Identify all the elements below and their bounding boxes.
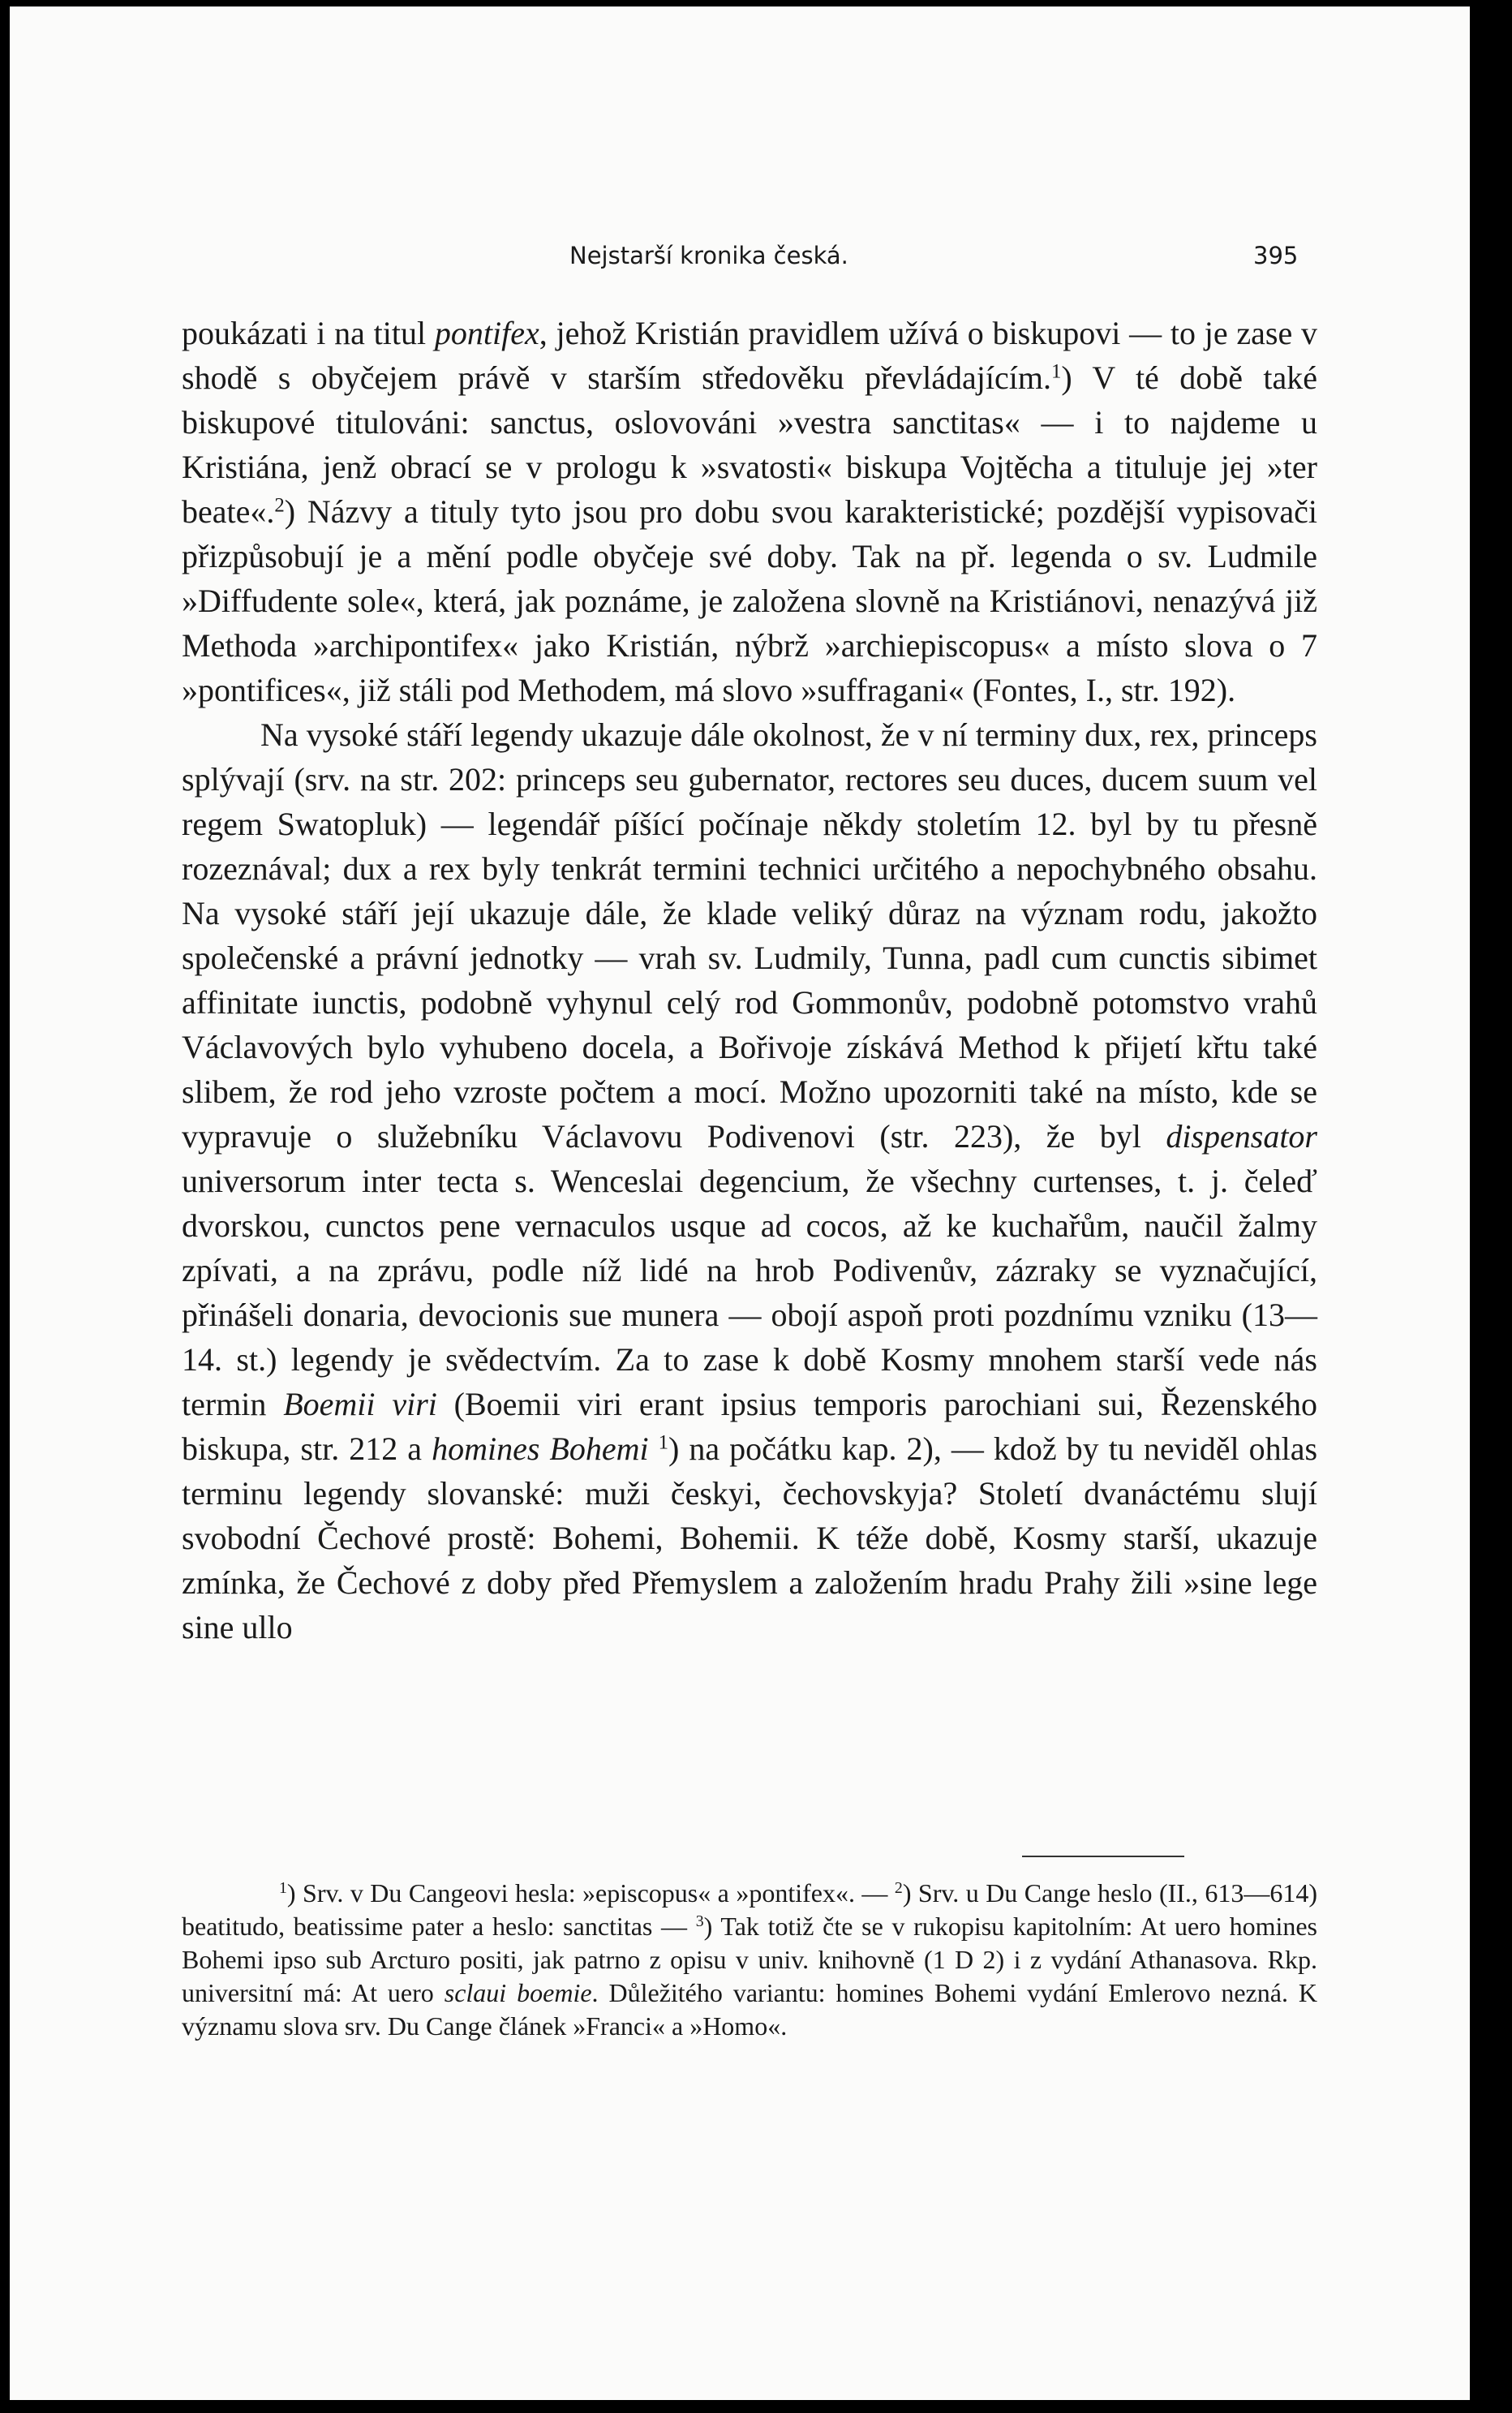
text-run: universorum inter tecta s. Wenceslai degencium, že všechny curtenses, t. j. čeleď dvorskou, cunctos pene vernaculos usque ad cocos, až ke kuchařům, naučil žalmy zpívati, a na zprávu, podle níž lidé na hrob Podivenův, zázraky se vyznačující, přinášeli donaria, devocionis sue munera — obojí aspoň proti pozdnímu vzniku (13—14. st.) legendy je svědectvím. Za to zase k době Kosmy mnohem starší vede nás termin (182, 1163, 1317, 1422)
footnote-marker: 2 (894, 1879, 903, 1898)
text-run: , jehož Kristián pravidlem užívá o biskupovi — to je zase v shodě s obyčejem právě v starším středověku převládajícím. (182, 315, 1317, 396)
footnote-ref: 1 (1050, 360, 1062, 383)
footnote-text: ) Srv. v Du Cangeovi hesla: »episcopus« a »pontifex«. — (286, 1878, 895, 1908)
footnote-marker: 1 (279, 1879, 287, 1898)
footnotes (182, 1877, 1317, 2043)
paragraph-1 (182, 311, 1317, 712)
text-run: ) V té době také biskupové titulováni: sanctus, oslovováni »vestra sanctitas« — i to najdeme u Kristiána, jenž obrací se v prologu k »svatosti« biskupa Vojtěcha a tituluje jej »ter beate«. (182, 359, 1317, 530)
footnote-marker: 3 (695, 1912, 704, 1931)
footnote-text: ) Tak totiž čte se v rukopisu kapitolním: At uero homines Bohemi ipso sub Arcturo positi, jak patrno z opisu v univ. knihovně (1 D 2) i z vydání Athanasova. Rkp. universitní má: At uero (182, 1912, 1318, 2007)
text-run: ) Názvy a tituly tyto jsou pro dobu svou karakteristické; pozdější vypisovači přizpůsobují je a mění podle obyčeje své doby. Tak na př. legenda o sv. Ludmile »Diffudente sole«, která, jak poznáme, je založena slovně na Kristiánovi, nenazývá již Methoda »archipontifex« jako Kristián, nýbrž »archiepiscopus« a místo slova o 7 »pontifices«, již stáli pod Methodem, má slovo »suffragani« (Fontes, I., str. 192). (182, 493, 1317, 708)
text-run: Na vysoké stáří legendy ukazuje dále okolnost, že v ní terminy dux, rex, princeps splývají (srv. na str. 202: princeps seu gubernator, rectores seu duces, ducem suum vel regem Swatopluk) — legendář píšící počínaje někdy stoletím 12. byl by tu přesně rozeznával; dux a rex byly tenkrát termini technici určitého a nepochybného obsahu. Na vysoké stáří její ukazuje dále, že klade veliký důraz na význam rodu, jakožto společenské a právní jednotky — vrah sv. Ludmily, Tunna, padl cum cunctis sibimet affinitate iunctis, podobně vyhynul celý rod Gommonův, podobně potomstvo vrahů Václavových bylo vyhubeno docela, a Bořivoje získává Method k přijetí křtu také slibem, že rod jeho vzroste počtem a mocí. Možno upozorniti také na místo, kde se vypravuje o služebníku Václavovu Podivenovi (str. 223), že byl (182, 716, 1317, 1155)
term-boemii-viri: Boemii viri (283, 1386, 437, 1422)
term-homines-bohemi: homines Bohemi (432, 1430, 649, 1467)
footnote-text: ) Srv. u Du Cange heslo (II., 613—614) beatitudo, beatissime pater a heslo: sanctitas — (182, 1878, 1318, 1941)
running-title: Nejstarší kronika česká. (569, 242, 848, 269)
text-run: (Boemii viri erant ipsius temporis parochiani sui, Řezenského biskupa, str. 212 a (182, 1386, 1317, 1467)
term-sclaui-boemie: sclaui boemie (444, 1978, 592, 2007)
text-run: ) na počátku kap. 2), — kdož by tu neviděl ohlas terminu legendy slovanské: muži českyi, čechovskyja? Století dvanáctému slují svobodní Čechové prostě: Bohemi, Bohemii. K téže době, Kosmy starší, ukazuje zmínka, že Čechové z doby před Přemyslem a založením hradu Prahy žili »sine lege sine ullo (182, 1430, 1318, 1645)
footnote-ref: 1 (658, 1431, 669, 1454)
main-text (182, 311, 1317, 1650)
paragraph-2 (182, 712, 1317, 1650)
footnote-ref: 2 (274, 494, 285, 517)
book-page (10, 6, 1470, 2400)
footnote-text: . Důležitého variantu: homines Bohemi vydání Emlerovo nezná. K významu slova srv. Du Cange článek »Franci« a »Homo«. (182, 1978, 1318, 2041)
text-run: poukázati i na titul (182, 315, 435, 351)
page-header (10, 242, 1470, 274)
footnote-divider (1022, 1856, 1184, 1857)
page-number: 395 (1253, 242, 1299, 269)
footnote-block (182, 1877, 1317, 2043)
term-dispensator: dispensator (1166, 1118, 1317, 1155)
term-pontifex: pontifex (434, 315, 539, 351)
